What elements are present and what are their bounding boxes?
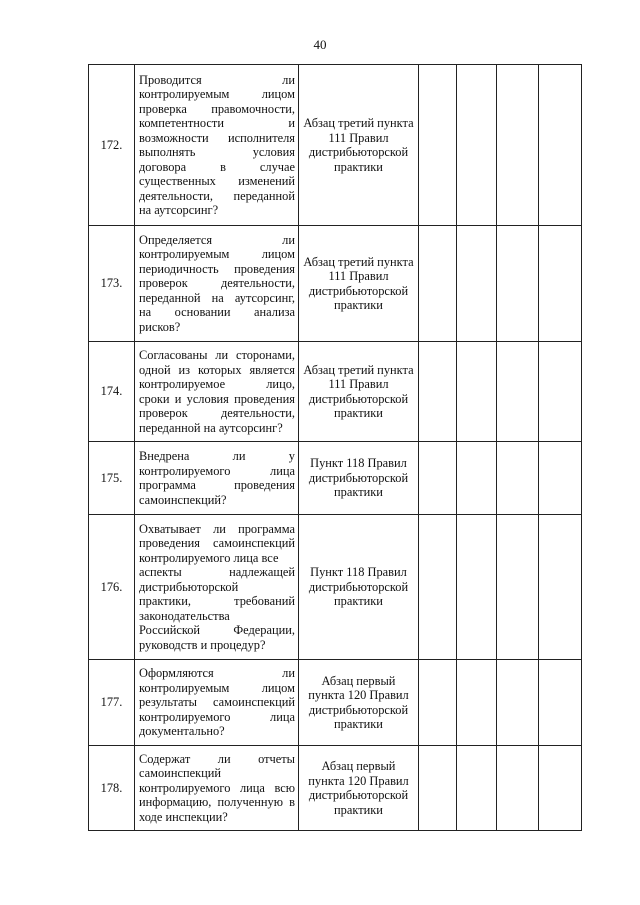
empty-cell — [497, 65, 539, 226]
empty-cell — [457, 660, 497, 746]
question-line: контролируемое лицо, — [139, 377, 295, 391]
question-cell — [135, 226, 299, 342]
question-line: одной из которых является — [139, 362, 295, 377]
table-row — [89, 442, 582, 515]
reference-cell: Пункт 118 Правил дистрибьюторской практики — [299, 442, 419, 515]
question-line: практики, требований — [139, 594, 295, 609]
table-row — [89, 65, 582, 226]
question-line: информацию, полученную в — [139, 795, 295, 810]
question-cell — [135, 342, 299, 442]
table-row — [89, 515, 582, 660]
question-cell — [135, 746, 299, 831]
question-line: Проводится ли — [139, 72, 295, 87]
question-line: Согласованы ли сторонами, — [139, 348, 295, 362]
question-line: дистрибьюторской — [139, 579, 239, 594]
question-line: аспекты надлежащей — [139, 565, 295, 580]
checklist-body — [89, 65, 582, 831]
reference-cell: Абзац первый пункта 120 Правил дистрибьюторской практики — [299, 746, 419, 831]
question-line: договора в случае — [139, 159, 295, 174]
question-line: документально? — [139, 724, 225, 739]
question-line: Определяется ли — [139, 232, 295, 247]
empty-cell — [419, 515, 457, 660]
table-row — [89, 660, 582, 746]
question-line: компетентности и — [139, 116, 295, 130]
empty-cell — [419, 660, 457, 746]
question-cell — [135, 515, 299, 660]
question-line: проверок деятельности, — [139, 276, 295, 291]
empty-cell — [497, 342, 539, 442]
empty-cell — [419, 746, 457, 831]
question-line: проведения самоинспекций — [139, 536, 295, 551]
reference-cell: Абзац первый пункта 120 Правил дистрибьюторской практики — [299, 660, 419, 746]
question-line: выполнять условия — [139, 145, 295, 159]
question-line: Охватывает ли программа — [139, 521, 295, 536]
question-line: проверка правомочности, — [139, 101, 295, 116]
question-line: на аутсорсинг? — [139, 203, 219, 217]
table-row — [89, 226, 582, 342]
question-line: законодательства — [139, 608, 230, 623]
question-line: контролируемым лицом — [139, 247, 295, 262]
question-cell — [135, 65, 299, 226]
empty-cell — [419, 342, 457, 442]
question-line: существенных изменений — [139, 174, 295, 188]
reference-cell: Абзац третий пункта 111 Правил дистрибьюторской практики — [299, 226, 419, 342]
row-number: 177. — [89, 660, 135, 746]
empty-cell — [419, 65, 457, 226]
empty-cell — [539, 442, 582, 515]
empty-cell — [539, 226, 582, 342]
empty-cell — [457, 342, 497, 442]
row-number: 174. — [89, 342, 135, 442]
empty-cell — [497, 442, 539, 515]
question-line: Внедрена ли у — [139, 449, 295, 463]
question-line: контролируемого лица все — [139, 550, 279, 565]
question-line: периодичность проведения — [139, 261, 295, 276]
table-row — [89, 746, 582, 831]
empty-cell — [497, 746, 539, 831]
empty-cell — [539, 746, 582, 831]
empty-cell — [457, 65, 497, 226]
empty-cell — [539, 342, 582, 442]
question-line: самоинспекций — [139, 766, 221, 781]
question-cell — [135, 442, 299, 515]
question-line: самоинспекций? — [139, 492, 227, 507]
reference-cell: Пункт 118 Правил дистрибьюторской практики — [299, 515, 419, 660]
question-line: программа проведения — [139, 478, 295, 492]
question-line: сроки и условия проведения — [139, 391, 295, 406]
question-line: Оформляются ли — [139, 666, 295, 681]
question-line: деятельности, переданной — [139, 188, 295, 203]
empty-cell — [539, 660, 582, 746]
table-row — [89, 342, 582, 442]
empty-cell — [497, 515, 539, 660]
empty-cell — [497, 226, 539, 342]
question-line: на основании анализа — [139, 305, 295, 320]
empty-cell — [457, 442, 497, 515]
empty-cell — [419, 442, 457, 515]
empty-cell — [497, 660, 539, 746]
reference-cell: Абзац третий пункта 111 Правил дистрибьюторской практики — [299, 65, 419, 226]
question-line: рисков? — [139, 319, 181, 334]
question-line: ходе инспекции? — [139, 809, 228, 824]
question-line: переданной на аутсорсинг, — [139, 290, 295, 305]
question-line: контролируемого лица — [139, 463, 295, 478]
question-line: переданной на аутсорсинг? — [139, 420, 283, 435]
row-number: 178. — [89, 746, 135, 831]
question-line: результаты самоинспекций — [139, 695, 295, 710]
question-line: контролируемым лицом — [139, 680, 295, 695]
question-line: Содержат ли отчеты — [139, 751, 295, 766]
question-line: руководств и процедур? — [139, 637, 266, 652]
row-number: 176. — [89, 515, 135, 660]
row-number: 172. — [89, 65, 135, 226]
question-line: контролируемым лицом — [139, 87, 295, 101]
question-line: контролируемого лица — [139, 709, 295, 724]
row-number: 175. — [89, 442, 135, 515]
empty-cell — [457, 746, 497, 831]
question-line: Российской Федерации, — [139, 623, 295, 638]
empty-cell — [457, 515, 497, 660]
checklist-table — [88, 64, 582, 831]
empty-cell — [457, 226, 497, 342]
question-cell — [135, 660, 299, 746]
question-line: возможности исполнителя — [139, 130, 295, 145]
empty-cell — [539, 515, 582, 660]
reference-cell: Абзац третий пункта 111 Правил дистрибьюторской практики — [299, 342, 419, 442]
question-line: проверок деятельности, — [139, 406, 295, 420]
page-number: 40 — [313, 37, 327, 52]
empty-cell — [419, 226, 457, 342]
empty-cell — [539, 65, 582, 226]
row-number: 173. — [89, 226, 135, 342]
question-line: контролируемого лица всю — [139, 780, 295, 795]
